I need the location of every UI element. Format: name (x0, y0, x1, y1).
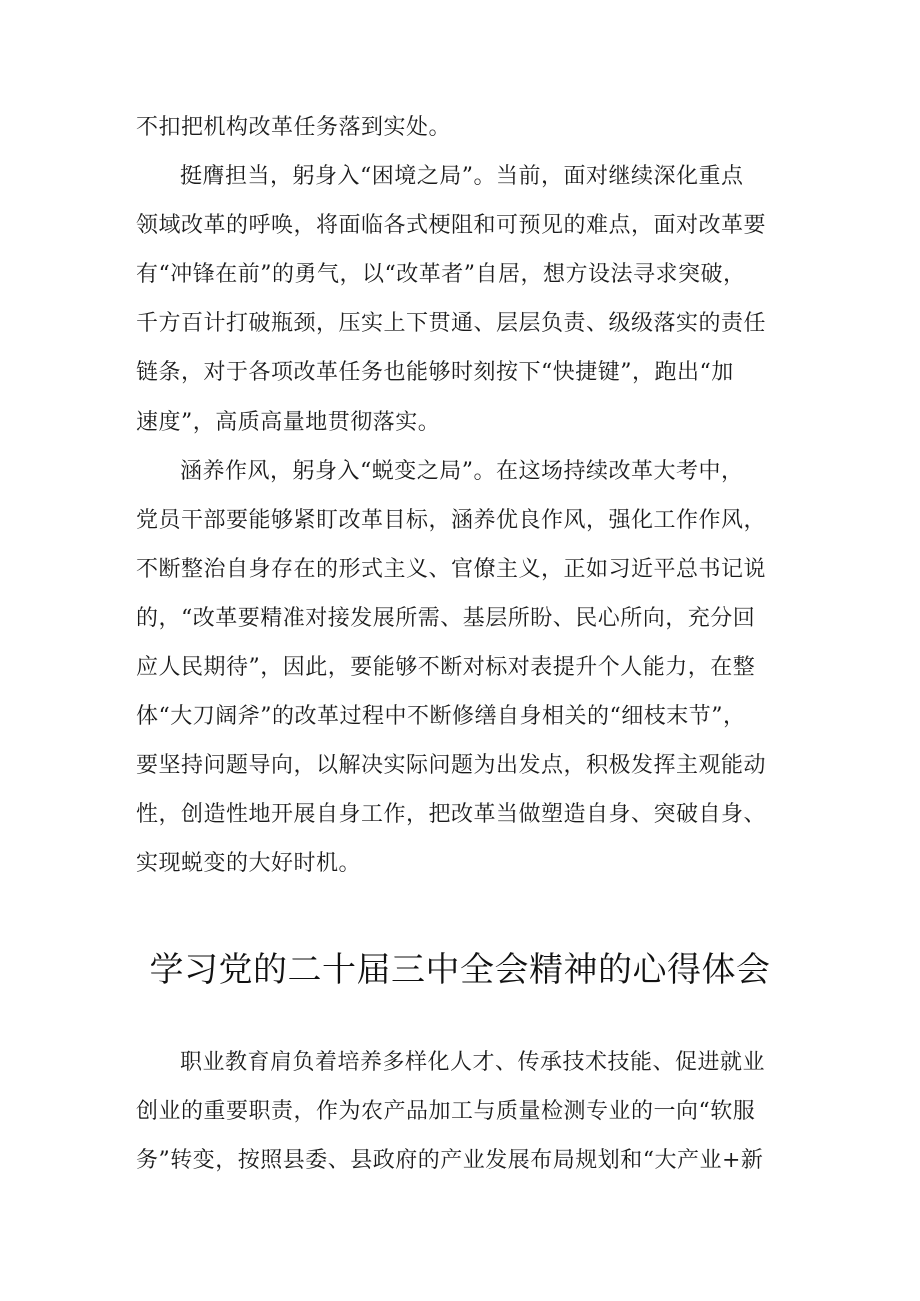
text-line-paragraph-start: 挺膺担当，躬身入“困境之局”。当前，面对继续深化重点 (180, 164, 744, 190)
paragraph-block-vocational (136, 1038, 796, 1185)
text-line: 党员干部要能够紧盯改革目标，涵养优良作风，强化工作作风， (136, 507, 767, 533)
paragraph-block-reform (136, 103, 796, 889)
text-line: 的，“改革要精准对接发展所需、基层所盼、民心所向，充分回 (136, 605, 756, 631)
text-line: 领域改革的呼唤，将面临各式梗阻和可预见的难点，面对改革要 (136, 213, 767, 239)
text-line: 速度”，高质高量地贯彻落实。 (136, 409, 441, 435)
text-line-paragraph-start: 职业教育肩负着培养多样化人才、传承技术技能、促进就业 (180, 1050, 766, 1075)
text-line-paragraph-start: 涵养作风，躬身入“蜕变之局”。在这场持续改革大考中， (180, 458, 744, 484)
text-line: 有“冲锋在前”的勇气，以“改革者”自居，想方设法寻求突破， (136, 262, 746, 288)
text-line: 千方百计打破瓶颈，压实上下贯通、层层负责、级级落实的责任 (136, 311, 767, 337)
article-title: 学习党的二十届三中全会精神的心得体会 (149, 950, 771, 990)
text-line: 务”转变，按照县委、县政府的产业发展布局规划和“大产业+新 (136, 1148, 764, 1174)
text-line: 实现蜕变的大好时机。 (136, 851, 362, 877)
text-line: 体“大刀阔斧”的改革过程中不断修缮自身相关的“细枝末节”， (136, 704, 746, 730)
text-line: 性，创造性地开展自身工作，把改革当做塑造自身、突破自身、 (136, 802, 767, 828)
text-line: 不扣把机构改革任务落到实处。 (136, 115, 452, 140)
text-line: 创业的重要职责，作为农产品加工与质量检测专业的一向“软服 (136, 1099, 756, 1125)
text-line: 应人民期待”，因此，要能够不断对标对表提升个人能力，在整 (136, 655, 756, 681)
text-line: 要坚持问题导向，以解决实际问题为出发点，积极发挥主观能动 (136, 753, 767, 779)
text-line: 链条，对于各项改革任务也能够时刻按下“快捷键”，跑出“加 (136, 360, 734, 386)
text-line: 不断整治自身存在的形式主义、官僚主义，正如习近平总书记说 (136, 556, 767, 582)
